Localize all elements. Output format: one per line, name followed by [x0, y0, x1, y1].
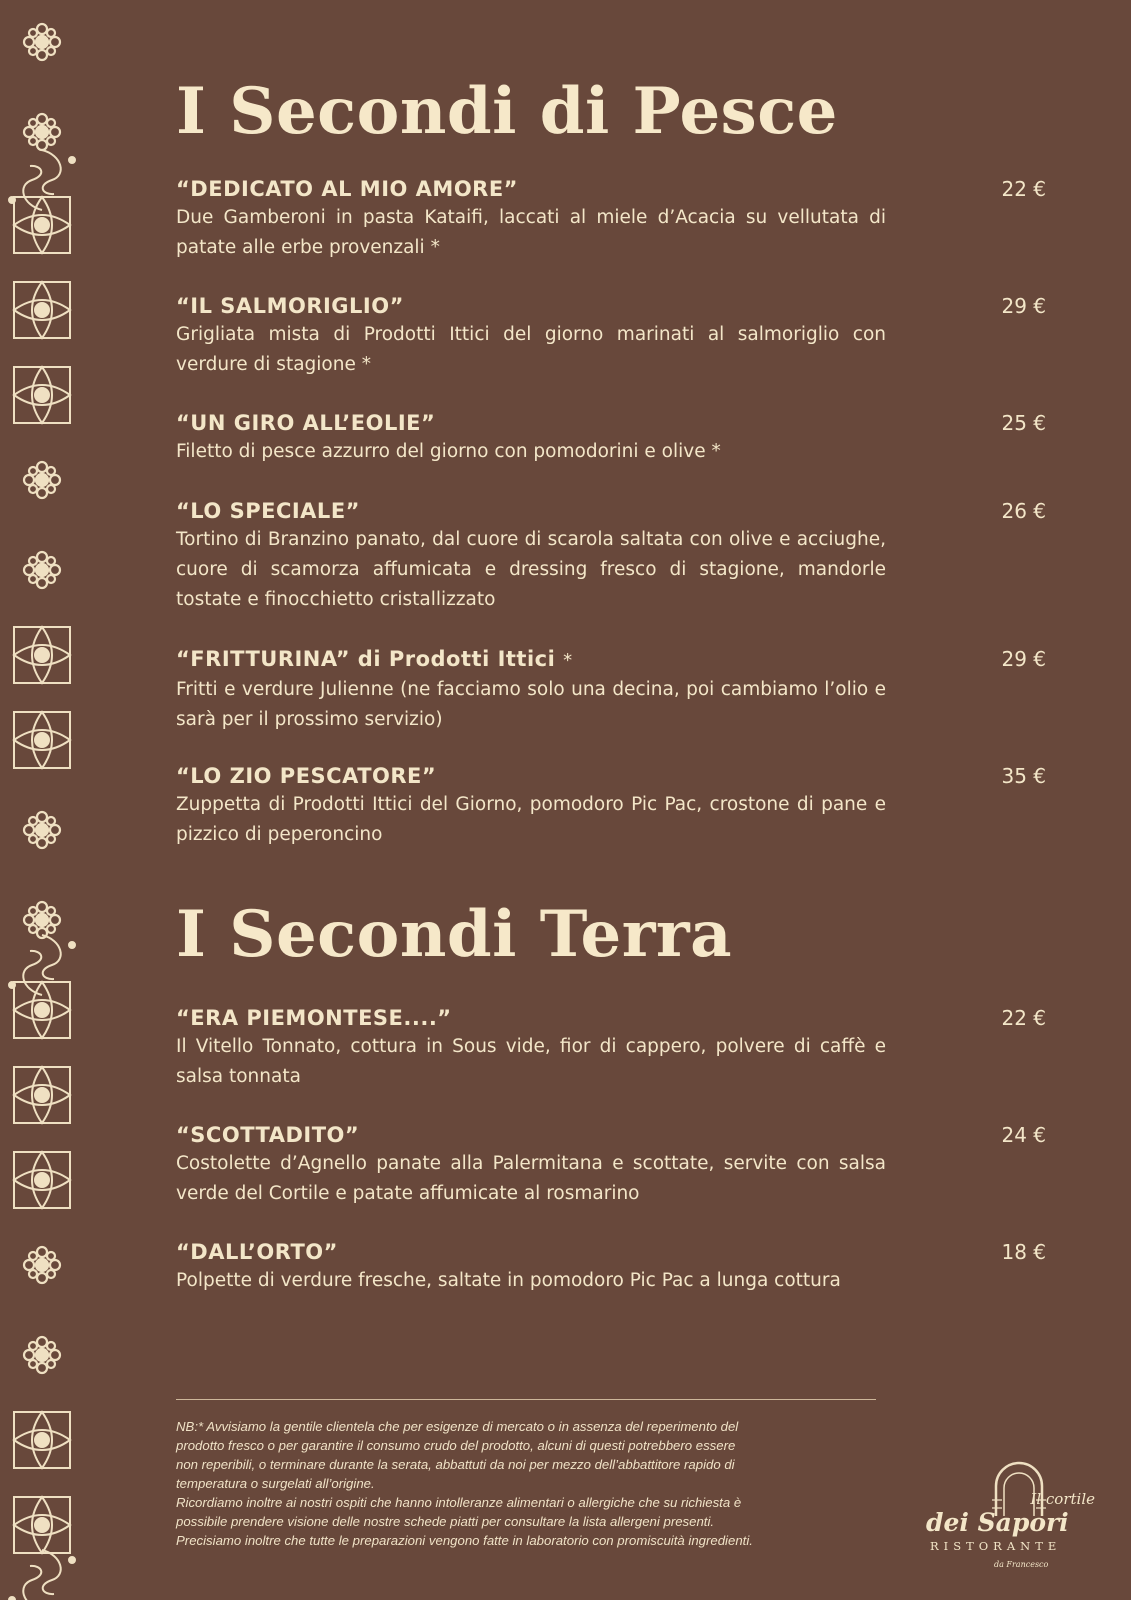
item-name-text: “FRITTURINA” di Prodotti Ittici: [176, 647, 556, 671]
footer-divider: [176, 1399, 876, 1400]
note-line: non reperibili, o terminare durante la serata, abbattuti da noi per mezzo dell’abbattitore rapido di: [176, 1457, 735, 1472]
item-description: Grigliata mista di Prodotti Ittici del giorno marinati al salmoriglio con verdure di stagione *: [176, 324, 886, 375]
item-price: 26 €: [1001, 499, 1046, 523]
item-name: “LO ZIO PESCATORE”: [176, 764, 437, 788]
item-description: Filetto di pesce azzurro del giorno con pomodorini e olive *: [176, 441, 721, 462]
item-price: 35 €: [1001, 764, 1046, 788]
menu-item: [176, 292, 1046, 380]
menu-item: [176, 497, 1046, 615]
logo-line3: RISTORANTE: [930, 1539, 1062, 1553]
item-description: Il Vitello Tonnato, cottura in Sous vide, fior di cappero, polvere di caffè e salsa tonnata: [176, 1036, 886, 1087]
item-price: 29 €: [1001, 294, 1046, 318]
item-price: 24 €: [1001, 1123, 1046, 1147]
section-title-terra: I Secondi Terra: [176, 897, 733, 972]
item-description: Zuppetta di Prodotti Ittici del Giorno, pomodoro Pic Pac, crostone di pane e pizzico di peperoncino: [176, 794, 886, 845]
item-name: “SCOTTADITO”: [176, 1123, 360, 1147]
item-name: “UN GIRO ALL’EOLIE”: [176, 411, 436, 435]
note-line: Precisiamo inoltre che tutte le preparazioni vengono fatte in laboratorio con promiscuità ingredienti.: [176, 1533, 753, 1548]
item-name: “ERA PIEMONTESE....”: [176, 1006, 452, 1030]
note-line: prodotto fresco o per garantire il consumo crudo del prodotto, alcuni di questi potrebbero essere: [176, 1438, 736, 1453]
item-price: 25 €: [1001, 411, 1046, 435]
item-description: Due Gamberoni in pasta Kataifi, laccati al miele d’Acacia su vellutata di patate alle erbe provenzali *: [176, 207, 886, 258]
menu-item: [176, 409, 1046, 467]
item-name-suffix: *: [563, 650, 573, 671]
logo-line1: Il cortile: [1030, 1490, 1095, 1508]
menu-item: [176, 1004, 1046, 1092]
note-line: NB:* Avvisiamo la gentile clientela che per esigenze di mercato o in assenza del reperimento del: [176, 1419, 739, 1434]
item-description: Fritti e verdure Julienne (ne facciamo solo una decina, poi cambiamo l’olio e sarà per il prossimo servizio): [176, 679, 886, 730]
item-price: 22 €: [1001, 177, 1046, 201]
allergen-note: [176, 1417, 876, 1550]
item-name: [176, 645, 1046, 675]
ornamental-border: [0, 0, 92, 1600]
item-description: Tortino di Branzino panato, dal cuore di scarola saltata con olive e acciughe, cuore di scamorza affumicata e dressing fresco di stagione, mandorle tostate e finocchietto cristallizzato: [176, 529, 886, 610]
note-line: possibile prendere visione delle nostre schede piatti per consultare la lista allergeni presenti.: [176, 1514, 715, 1529]
item-name: “DEDICATO AL MIO AMORE”: [176, 177, 518, 201]
logo-line2: dei Sapori: [926, 1508, 1069, 1537]
item-name: “DALL’ORTO”: [176, 1240, 338, 1264]
item-price: 18 €: [1001, 1240, 1046, 1264]
menu-item: [176, 175, 1046, 263]
menu-item: [176, 645, 1046, 735]
item-price: 29 €: [1001, 647, 1046, 671]
item-name: “LO SPECIALE”: [176, 499, 360, 523]
menu-item: [176, 762, 1046, 850]
logo-line4: da Francesco: [994, 1560, 1049, 1569]
item-name: “IL SALMORIGLIO”: [176, 294, 404, 318]
note-line: Ricordiamo inoltre ai nostri ospiti che hanno intolleranze alimentari o allergiche che su richiesta è: [176, 1495, 742, 1510]
restaurant-logo: [918, 1460, 1103, 1570]
item-description: Polpette di verdure fresche, saltate in pomodoro Pic Pac a lunga cottura: [176, 1270, 841, 1291]
note-line: temperatura o surgelati all’origine.: [176, 1476, 375, 1491]
item-description: Costolette d’Agnello panate alla Palermitana e scottate, servite con salsa verde del Cortile e patate affumicate al rosmarino: [176, 1153, 886, 1204]
menu-item: [176, 1121, 1046, 1209]
menu-item: [176, 1238, 1046, 1296]
item-price: 22 €: [1001, 1006, 1046, 1030]
section-title-pesce: I Secondi di Pesce: [176, 74, 838, 149]
